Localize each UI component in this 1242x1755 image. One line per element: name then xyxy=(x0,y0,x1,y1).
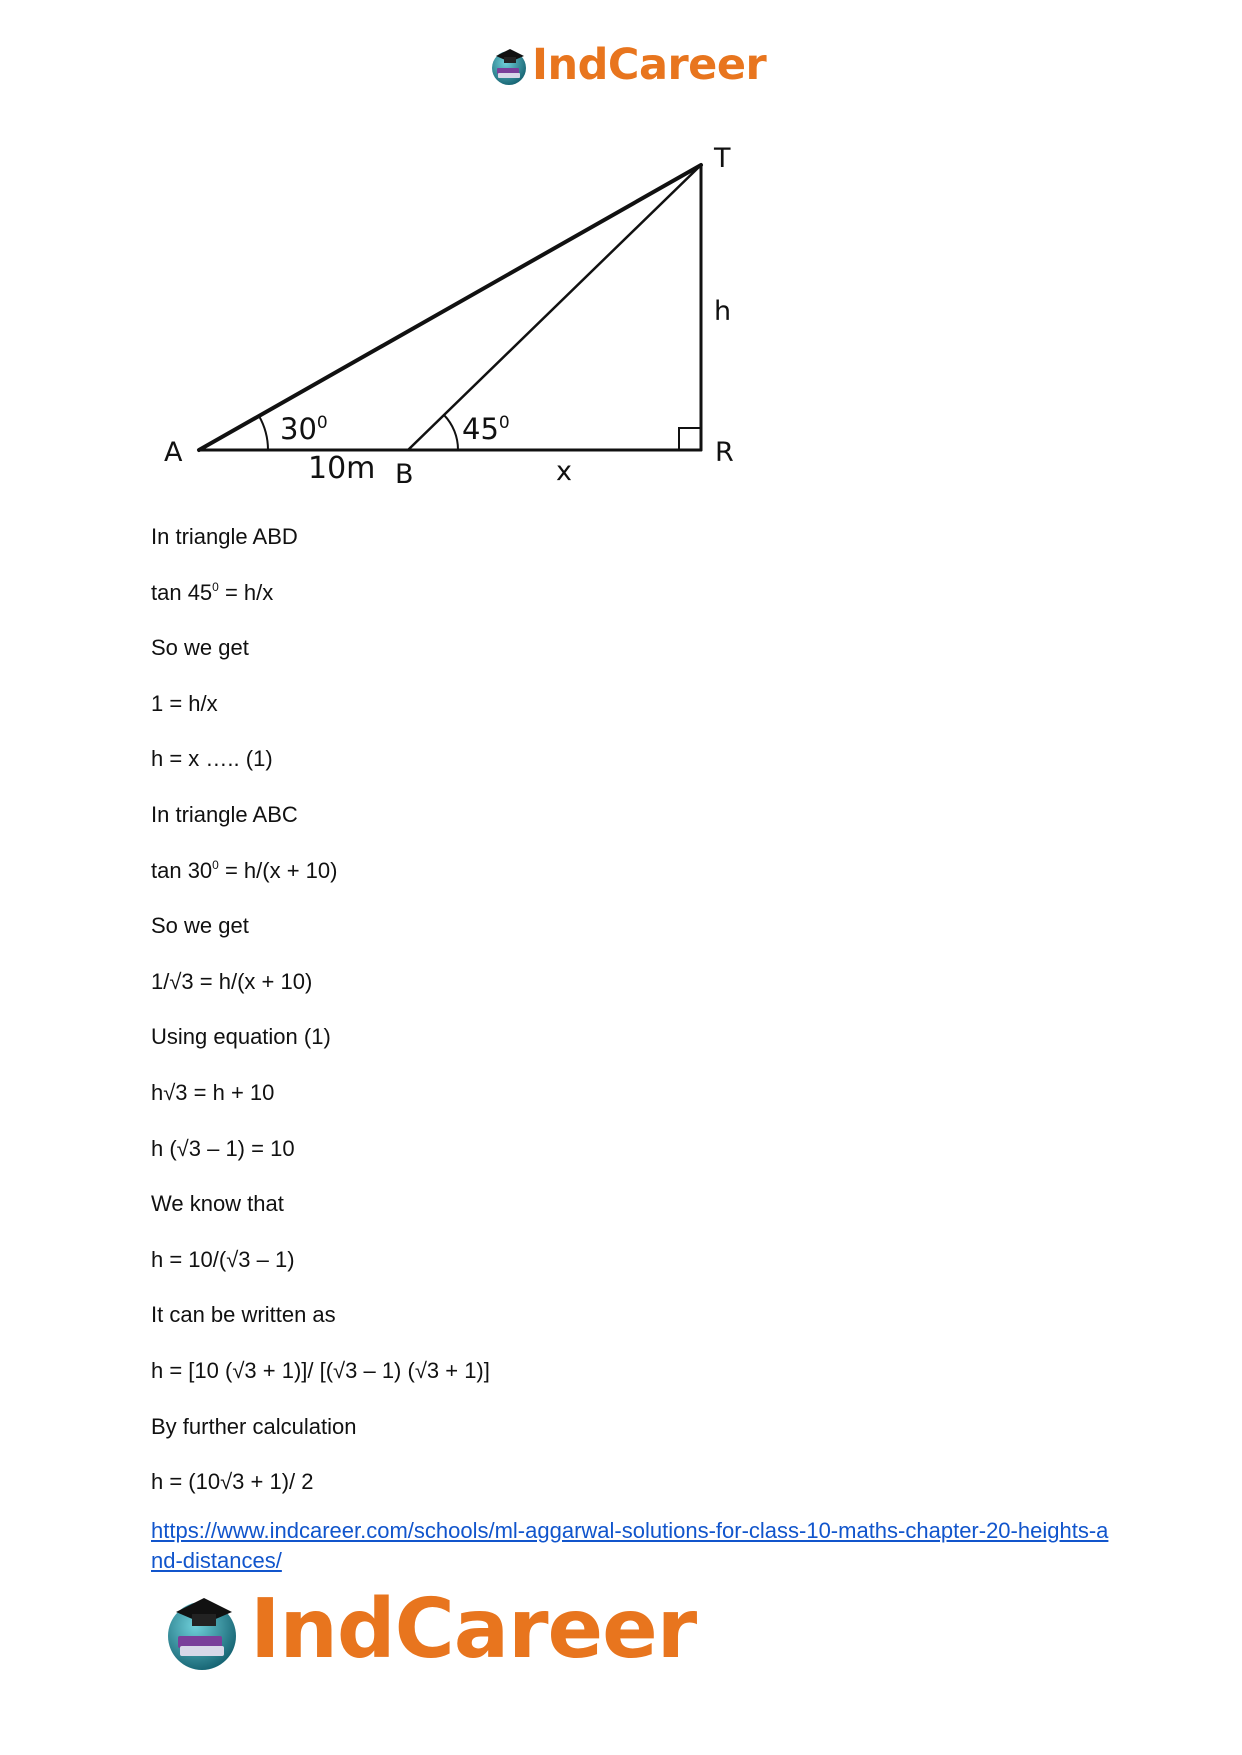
label-r: R xyxy=(715,437,734,468)
text-line: We know that xyxy=(151,1191,284,1217)
label-ab-length: 10m xyxy=(308,451,376,486)
text-line: $\tan 45^0 = h/x$ xyxy=(151,579,274,605)
header-logo xyxy=(488,40,766,90)
angle-arc-a xyxy=(259,416,268,450)
label-a: A xyxy=(164,437,183,468)
text-line: h = [10 (√3 + 1)]/ [(√3 – 1) (√3 + 1)] xyxy=(151,1357,490,1383)
label-br-length: x xyxy=(556,456,572,487)
label-angle-a: $30^0$ xyxy=(280,412,328,446)
source-link[interactable]: https://www.indcareer.com/schools/ml-aggarwal-solutions-for-class-10-maths-chapter-20-heights-and-distances/ xyxy=(151,1518,1109,1573)
graduation-cap-icon xyxy=(488,44,530,86)
text-line: h = 10/(√3 – 1) xyxy=(151,1246,295,1272)
triangle-diagram xyxy=(140,140,760,500)
label-h: h xyxy=(714,296,732,327)
text-line: 1/√3 = h/(x + 10) xyxy=(151,968,313,994)
solution-steps xyxy=(151,524,1111,1525)
text-line: h = x ….. (1) xyxy=(151,746,273,772)
label-angle-b: $45^0$ xyxy=(462,412,510,446)
text-line: In triangle ABC xyxy=(151,801,298,827)
angle-arc-b xyxy=(444,415,458,450)
footer-logo xyxy=(160,1582,697,1677)
logo-text: IndCareer xyxy=(532,39,767,90)
text-line: h = (10√3 + 1)/ 2 xyxy=(151,1469,314,1495)
label-b: B xyxy=(395,459,414,490)
text-line: So we get xyxy=(151,913,249,939)
text-line: $\tan 30^0 = h/(x + 10)$ xyxy=(151,857,338,883)
text-line: So we get xyxy=(151,635,249,661)
text-line: It can be written as xyxy=(151,1302,336,1328)
line-at xyxy=(199,165,701,450)
text-line: 1 = h/x xyxy=(151,690,218,716)
text-line: Using equation (1) xyxy=(151,1024,331,1050)
right-angle-mark xyxy=(679,428,701,450)
text-line: h√3 = h + 10 xyxy=(151,1079,275,1105)
text-line: h (√3 – 1) = 10 xyxy=(151,1135,295,1161)
graduation-cap-icon xyxy=(160,1588,244,1672)
text-line: In triangle ABD xyxy=(151,524,298,549)
label-t: T xyxy=(714,143,731,174)
text-line: By further calculation xyxy=(151,1413,357,1439)
logo-text: IndCareer xyxy=(250,1582,697,1677)
